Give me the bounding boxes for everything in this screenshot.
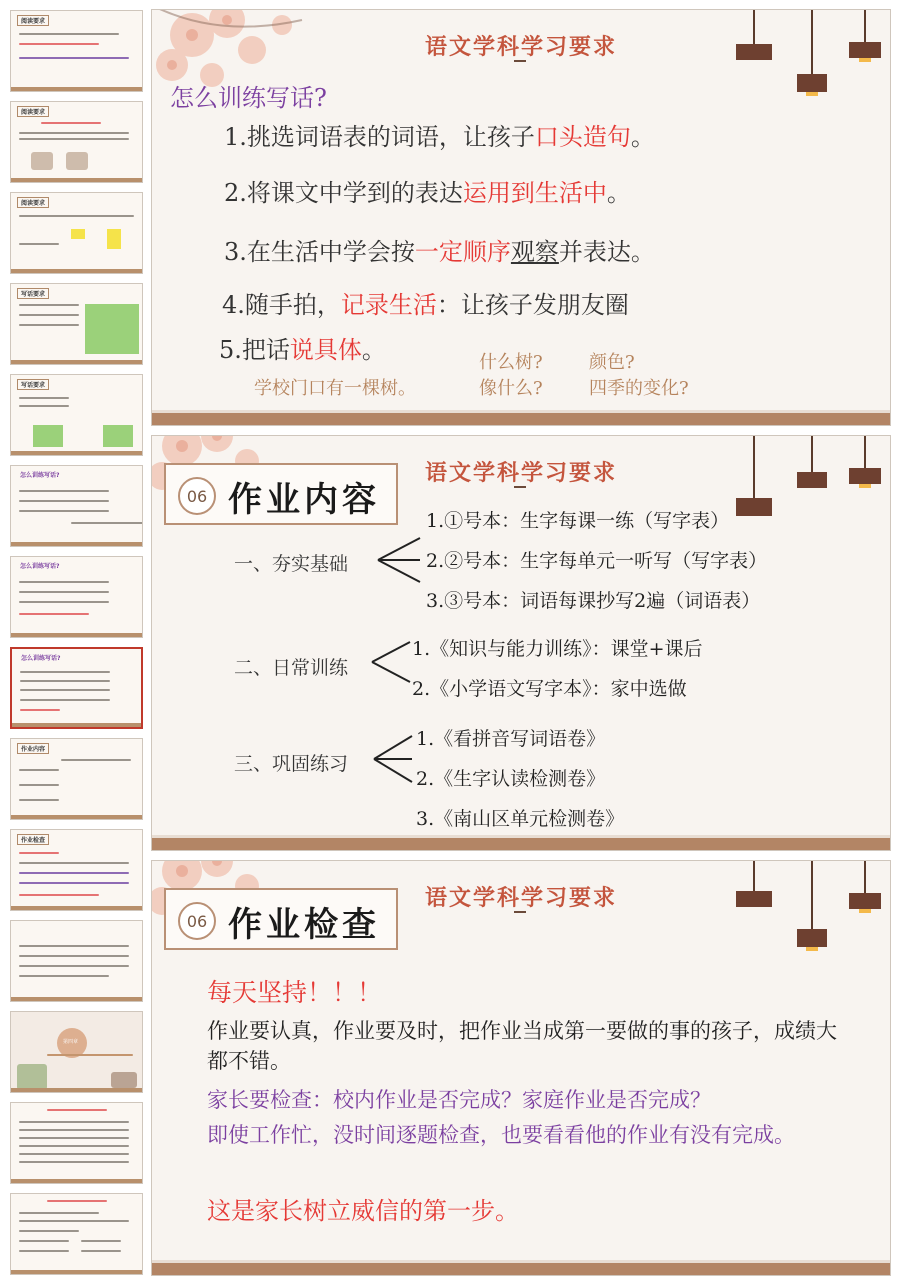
method-item-4 xyxy=(222,285,629,320)
slide-header-title: 语文学科学习要求 xyxy=(425,35,618,60)
slide-thumbnail-1[interactable] xyxy=(10,10,143,92)
thumbnail-text-line xyxy=(20,671,110,673)
thumbnail-text-line xyxy=(19,397,69,399)
thumbnail-text-line xyxy=(47,1200,107,1202)
section-title: 作业检查 xyxy=(228,905,380,945)
pendant-lamp xyxy=(797,10,827,34)
thumbnail-image xyxy=(33,425,63,447)
parent-busy-paragraph: 即使工作忙，没时间逐题检查，也要看看他的作业有没有完成。 xyxy=(207,1123,795,1147)
thumbnail-shape xyxy=(31,152,53,170)
slide-thumbnail-5[interactable] xyxy=(10,374,143,456)
method-text: 4.随手拍， xyxy=(222,291,341,319)
section-badge xyxy=(164,888,398,950)
lamp-cord xyxy=(753,436,755,498)
method-text: 1.挑选词语表的词语，让孩子 xyxy=(224,123,535,151)
method-text: 3.在生活中学会按 xyxy=(224,238,415,266)
slide-thumbnail-14[interactable] xyxy=(10,1193,143,1275)
slide-thumbnail-13[interactable] xyxy=(10,1102,143,1184)
method-highlight: 口头造句 xyxy=(534,123,631,151)
thumbnail-text-line xyxy=(20,709,60,711)
lamp-bulb xyxy=(806,947,818,951)
header-underline xyxy=(514,486,526,488)
lamp-cord xyxy=(864,10,866,42)
slide-thumbnail-8[interactable] xyxy=(10,647,143,729)
thumbnail-bottom-bar xyxy=(12,723,141,727)
thumbnail-text-line xyxy=(19,1230,79,1232)
thumbnail-text-line xyxy=(19,945,129,947)
thumbnail-title: 怎么训练写话? xyxy=(21,655,61,662)
thumbnail-bottom-bar xyxy=(11,815,142,819)
slide-thumbnail-11[interactable] xyxy=(10,920,143,1002)
lamp-shade xyxy=(797,929,827,947)
lamp-shade xyxy=(849,893,881,909)
thumbnail-text-line xyxy=(19,882,129,884)
section-title: 作业内容 xyxy=(228,480,380,520)
branch-brace xyxy=(374,536,424,586)
branch-brace xyxy=(370,734,416,784)
method-text: 5.把话 xyxy=(219,336,290,364)
thumbnail-text-line xyxy=(20,680,110,682)
thumbnail-text-line xyxy=(20,699,110,701)
lamp-bulb xyxy=(859,484,871,488)
group-label-daily: 二、日常训练 xyxy=(234,657,349,679)
thumbnail-text-line xyxy=(19,852,59,854)
lamp-bulb xyxy=(806,92,818,96)
section-badge xyxy=(164,463,398,525)
thumbnail-title: 写话要求 xyxy=(17,379,49,390)
thumbnail-text-line xyxy=(19,33,119,35)
method-highlight: 一定顺序 xyxy=(414,238,511,266)
section-number: 06 xyxy=(178,477,216,515)
group-label-consolidate: 三、巩固练习 xyxy=(234,753,349,775)
slide-thumbnail-2[interactable] xyxy=(10,101,143,183)
pendant-lamp xyxy=(849,861,881,885)
thumbnail-bottom-bar xyxy=(11,997,142,1001)
slide-header-title: 语文学科学习要求 xyxy=(425,886,618,911)
lamp-shade xyxy=(736,44,772,60)
method-text: 。 xyxy=(361,336,386,364)
hint-text: 像什么? xyxy=(479,378,543,399)
thumbnail-text-line xyxy=(19,613,89,615)
thumbnail-text-line xyxy=(19,132,129,134)
method-text: 2.将课文中学到的表达 xyxy=(224,179,463,207)
slide-homework-content xyxy=(151,435,891,851)
thumbnail-highlight xyxy=(107,229,121,249)
section-number: 06 xyxy=(178,902,216,940)
thumbnail-text-line xyxy=(19,591,109,593)
thumbnail-text-line xyxy=(81,1250,121,1252)
thumbnail-text-line xyxy=(19,500,109,502)
thumbnail-title: 阅读要求 xyxy=(17,197,49,208)
thumbnail-bottom-bar xyxy=(11,633,142,637)
thumbnail-text-line xyxy=(19,799,59,801)
slide-thumbnail-6[interactable] xyxy=(10,465,143,547)
pendant-lamp xyxy=(736,861,772,885)
thumbnail-text-line xyxy=(19,955,129,957)
lamp-shade xyxy=(849,468,881,484)
lamp-cord xyxy=(864,436,866,468)
thumbnail-text-line xyxy=(19,975,109,977)
slide-thumbnail-panel xyxy=(0,0,150,1286)
slide-footer-bar xyxy=(152,838,890,850)
daily-item: 1.《知识与能力训练》：课堂+课后 xyxy=(412,638,703,660)
basics-item: 1.①号本：生字每课一练（写字表） xyxy=(426,510,730,532)
thumbnail-text-line xyxy=(20,689,110,691)
thumbnail-text-line xyxy=(19,405,69,407)
slide-thumbnail-9[interactable] xyxy=(10,738,143,820)
basics-item: 3.③号本：词语每课抄写2遍（词语表） xyxy=(426,590,761,612)
method-highlight: 说具体 xyxy=(289,336,362,364)
thumbnail-title: 作业检查 xyxy=(17,834,49,845)
thumbnail-bottom-bar xyxy=(11,360,142,364)
hint-text: 颜色? xyxy=(589,352,635,373)
thumbnail-cat xyxy=(111,1072,137,1088)
thumbnail-image xyxy=(103,425,133,447)
lamp-cord xyxy=(811,436,813,472)
pendant-lamp xyxy=(849,436,881,460)
thumbnail-text-line xyxy=(19,1250,69,1252)
thumbnail-text-line xyxy=(19,324,79,326)
lamp-cord xyxy=(864,861,866,893)
consolidate-item: 1.《看拼音写词语卷》 xyxy=(416,728,606,750)
method-text: 并表达。 xyxy=(558,238,655,266)
thumbnail-text-line xyxy=(19,490,109,492)
thumbnail-title: 怎么训练写话? xyxy=(20,563,60,570)
thumbnail-text-line xyxy=(19,215,134,217)
method-highlight: 记录生活 xyxy=(340,291,437,319)
method-item-3 xyxy=(224,232,655,267)
thumbnail-plant xyxy=(17,1064,47,1090)
thumbnail-text-line xyxy=(81,1240,121,1242)
thumbnail-title: 阅读要求 xyxy=(17,106,49,117)
thumbnail-bottom-bar xyxy=(11,542,142,546)
slide-header-title: 语文学科学习要求 xyxy=(425,461,618,486)
thumbnail-text-line xyxy=(19,1161,129,1163)
daily-item: 2.《小学语文写字本》：家中选做 xyxy=(412,678,687,700)
thumbnail-text-line xyxy=(61,759,131,761)
thumbnail-text-line xyxy=(19,510,109,512)
method-item-2 xyxy=(224,173,631,208)
thumbnail-text-line xyxy=(19,1137,129,1139)
example-sentence: 学校门口有一棵树。 xyxy=(254,378,416,399)
slide-footer-bar xyxy=(152,1263,890,1275)
thumbnail-text-line xyxy=(19,314,79,316)
thumbnail-text-line xyxy=(19,1129,129,1131)
thumbnail-text-line xyxy=(19,862,129,864)
method-text: 。 xyxy=(606,179,631,207)
slide-writing-training xyxy=(151,9,891,426)
lamp-shade xyxy=(849,42,881,58)
method-text: ：让孩子发朋友圈 xyxy=(436,291,629,319)
method-item-5 xyxy=(219,330,386,365)
thumbnail-text-line xyxy=(19,581,109,583)
slide-thumbnail-3[interactable] xyxy=(10,192,143,274)
lamp-cord xyxy=(811,861,813,929)
pendant-lamp xyxy=(736,10,772,34)
thumbnail-text-line xyxy=(19,1153,129,1155)
thumbnail-text-line xyxy=(19,1121,129,1123)
thumbnail-text-line xyxy=(19,784,59,786)
method-text: 。 xyxy=(630,123,655,151)
thumbnail-text-line xyxy=(19,1212,99,1214)
thumbnail-text-line xyxy=(19,769,59,771)
hint-text: 四季的变化? xyxy=(589,378,689,399)
pendant-lamp xyxy=(736,436,772,460)
lamp-shade xyxy=(736,498,772,516)
slide-homework-check xyxy=(151,860,891,1276)
lamp-shade xyxy=(797,472,827,488)
thumbnail-text-line xyxy=(19,243,59,245)
thumbnail-title: 阅读要求 xyxy=(17,15,49,26)
thumbnail-bottom-bar xyxy=(11,269,142,273)
method-item-1 xyxy=(224,117,655,152)
homework-advice-paragraph: 作业要认真，作业要及时，把作业当成第一要做的事的孩子，成绩大都不错。 xyxy=(207,1019,837,1073)
thumbnail-text-line xyxy=(19,1220,129,1222)
method-highlight: 运用到生活中 xyxy=(462,179,607,207)
thumbnail-bottom-bar xyxy=(11,1270,142,1274)
lamp-bulb xyxy=(859,909,871,913)
thumbnail-title: 怎么训练写话? xyxy=(20,472,60,479)
thumbnail-chapter: 第四章 xyxy=(63,1039,79,1045)
thumbnail-text-line xyxy=(19,304,79,306)
lamp-shade xyxy=(797,74,827,92)
consolidate-item: 2.《生字认读检测卷》 xyxy=(416,768,606,790)
thumbnail-bottom-bar xyxy=(11,906,142,910)
slide-thumbnail-4[interactable] xyxy=(10,283,143,365)
thumbnail-text-line xyxy=(19,57,129,59)
thumbnail-text-line xyxy=(19,601,109,603)
thumbnail-title: 写话要求 xyxy=(17,288,49,299)
thumbnail-title: 作业内容 xyxy=(17,743,49,754)
thumbnail-shape xyxy=(66,152,88,170)
lamp-cord xyxy=(811,10,813,74)
pendant-lamp xyxy=(797,436,827,460)
thumbnail-text-line xyxy=(19,965,129,967)
pendant-lamp xyxy=(849,10,881,34)
group-label-basics: 一、夯实基础 xyxy=(234,553,349,575)
thumbnail-text-line xyxy=(47,1109,107,1111)
slide-thumbnail-7[interactable] xyxy=(10,556,143,638)
thumbnail-text-line xyxy=(41,122,101,124)
thumbnail-bottom-bar xyxy=(11,87,142,91)
thumbnail-text-line xyxy=(19,872,129,874)
lamp-bulb xyxy=(859,58,871,62)
header-underline xyxy=(514,60,526,62)
lamp-cord xyxy=(753,861,755,891)
thumbnail-bottom-bar xyxy=(11,1179,142,1183)
thumbnail-text-line xyxy=(19,1240,69,1242)
thumbnail-bottom-bar xyxy=(11,451,142,455)
thumbnail-text-line xyxy=(19,138,129,140)
basics-item: 2.②号本：生字每单元一听写（写字表） xyxy=(426,550,768,572)
branch-brace xyxy=(368,640,414,684)
thumbnail-text-line xyxy=(19,894,99,896)
thumbnail-highlight xyxy=(71,229,85,239)
thumbnail-bottom-bar xyxy=(11,1088,142,1092)
consolidate-item: 3.《南山区单元检测卷》 xyxy=(416,808,625,830)
slide-thumbnail-12[interactable] xyxy=(10,1011,143,1093)
thumbnail-image xyxy=(85,304,139,354)
question-heading: 怎么训练写话? xyxy=(170,84,327,112)
lamp-shade xyxy=(736,891,772,907)
parent-check-line: 家长要检查：校内作业是否完成？家庭作业是否完成？ xyxy=(207,1088,711,1112)
thumbnail-text-line xyxy=(19,43,99,45)
thumbnail-bottom-bar xyxy=(11,178,142,182)
header-underline xyxy=(514,911,526,913)
slide-footer-bar xyxy=(152,413,890,425)
authority-statement: 这是家长树立威信的第一步。 xyxy=(207,1197,519,1225)
lamp-cord xyxy=(753,10,755,46)
hint-text: 什么树? xyxy=(479,352,543,373)
pendant-lamp xyxy=(797,861,827,885)
thumbnail-text-line xyxy=(71,522,143,524)
method-underlined: 观察 xyxy=(510,238,559,266)
thumbnail-text-line xyxy=(19,1145,129,1147)
persist-heading: 每天坚持！！！ xyxy=(207,978,383,1007)
thumbnail-text-line xyxy=(47,1054,133,1056)
slide-thumbnail-10[interactable] xyxy=(10,829,143,911)
